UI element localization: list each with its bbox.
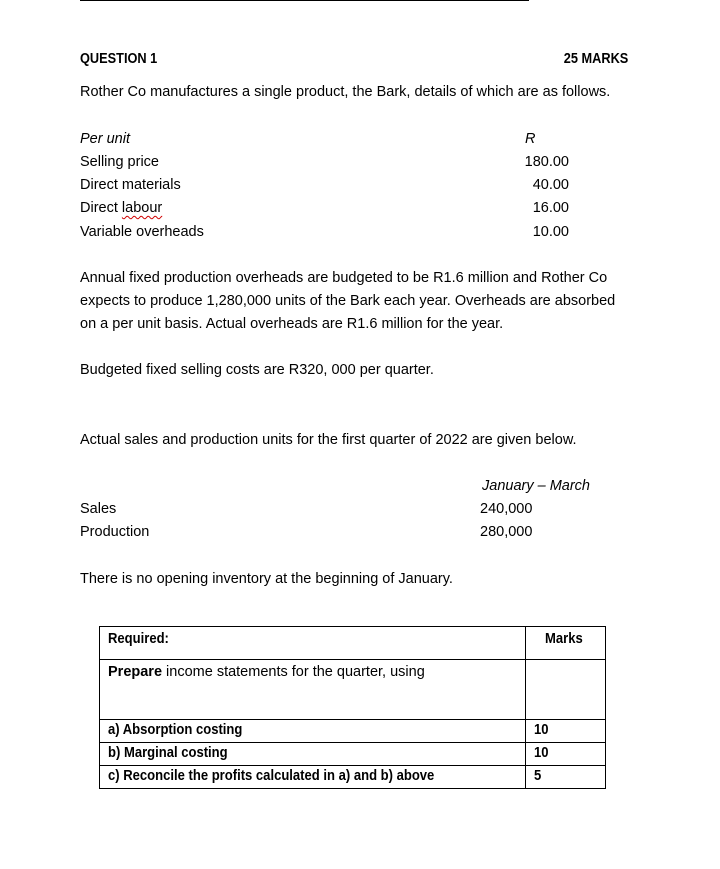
prepare-cell: [100, 660, 526, 720]
item-marks: 5: [534, 768, 542, 784]
cost-value: 10.00: [532, 224, 569, 240]
item-marks: 10: [534, 722, 549, 738]
cost-value: 16.00: [532, 200, 569, 216]
table-row: [100, 720, 606, 743]
quarter-header: January – March: [482, 478, 590, 494]
overheads-line: expects to produce 1,280,000 units of the Bark each year. Overheads are absorbed: [80, 293, 616, 309]
item-marks: 10: [534, 745, 549, 761]
cost-label: Direct materials: [80, 177, 181, 193]
empty-marks-cell: [526, 660, 606, 720]
item-cell: [100, 720, 526, 743]
item-cell: [100, 766, 526, 789]
question-marks: 25 MARKS: [563, 51, 628, 67]
overheads-line: Annual fixed production overheads are budgeted to be R1.6 million and Rother Co: [80, 270, 608, 286]
item-text: c) Reconcile the profits calculated in a) and b) above: [108, 768, 435, 784]
item-marks-cell: [526, 743, 606, 766]
item-marks-cell: [526, 766, 606, 789]
no-inventory-text: There is no opening inventory at the beginning of January.: [80, 571, 453, 587]
quarter-label: Sales: [80, 501, 117, 517]
cost-label: Selling price: [80, 154, 159, 170]
spellcheck-flagged-word[interactable]: labour: [121, 200, 163, 216]
top-divider: [80, 0, 529, 1]
per-unit-header: Per unit: [80, 131, 130, 147]
cost-label: Variable overheads: [80, 224, 204, 240]
required-header-cell: [100, 627, 526, 660]
cost-value: 180.00: [524, 154, 569, 170]
marks-header: Marks: [544, 631, 583, 647]
overheads-line: on a per unit basis. Actual overheads are R1.6 million for the year.: [80, 316, 504, 332]
prepare-rest: income statements for the quarter, using: [162, 664, 425, 680]
table-header-row: [100, 627, 606, 660]
item-cell: [100, 743, 526, 766]
actual-intro-text: Actual sales and production units for the first quarter of 2022 are given below.: [80, 432, 577, 448]
table-row: [100, 660, 606, 720]
quarter-value: 280,000: [480, 524, 533, 540]
question-intro: Rother Co manufactures a single product, the Bark, details of which are as follows.: [80, 84, 611, 100]
table-row: [100, 766, 606, 789]
item-text: b) Marginal costing: [108, 745, 228, 761]
quarter-value: 240,000: [480, 501, 533, 517]
item-marks-cell: [526, 720, 606, 743]
currency-header: R: [525, 131, 536, 147]
question-title: QUESTION 1: [80, 51, 158, 67]
marks-header-cell: [526, 627, 606, 660]
item-text: a) Absorption costing: [108, 722, 243, 738]
required-header: Required:: [108, 631, 169, 647]
cost-value: 40.00: [532, 177, 569, 193]
prepare-bold: Prepare: [108, 664, 163, 680]
quarter-label: Production: [80, 524, 150, 540]
required-table: [99, 626, 606, 789]
selling-costs-text: Budgeted fixed selling costs are R320, 000 per quarter.: [80, 362, 434, 378]
cost-label: [80, 200, 162, 216]
table-row: [100, 743, 606, 766]
cost-label-text: Direct: [80, 200, 122, 216]
